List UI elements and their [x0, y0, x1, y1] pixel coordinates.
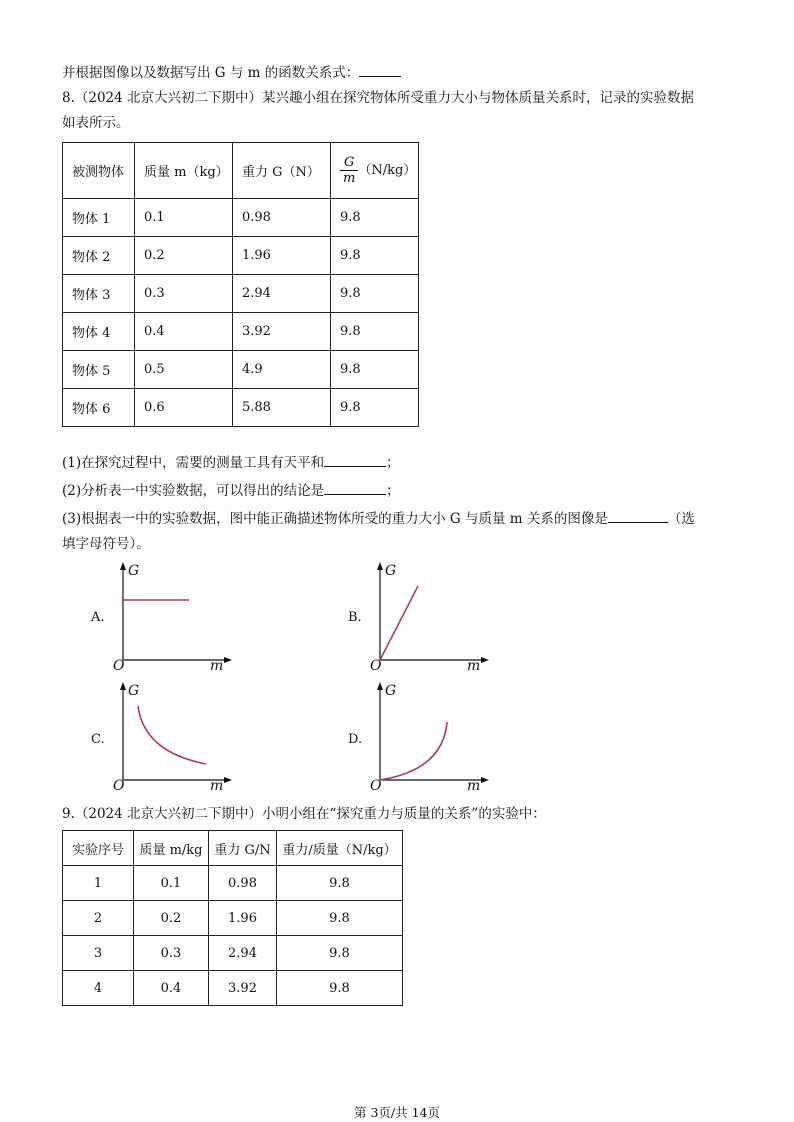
table-row [63, 901, 403, 936]
table-row [63, 351, 419, 389]
table-cell: 0.4 [134, 971, 209, 1006]
fraction-denominator: m [343, 171, 356, 186]
table-cell: 3.92 [209, 971, 277, 1006]
x-axis-arrow [481, 657, 489, 663]
table-cell: 9.8 [331, 313, 419, 351]
ratio-fraction [340, 155, 358, 186]
sub2-text: (2)分析表一中实验数据，可以得出的结论是 [62, 483, 325, 499]
table-cell: 4 [63, 971, 134, 1006]
table-cell: 2 [63, 901, 134, 936]
table-cell: 0.2 [135, 237, 233, 275]
option-a-graph [108, 560, 238, 672]
ratio-unit: （N/kg） [358, 163, 417, 178]
header-cell: 重力/质量（N/kg） [277, 831, 403, 866]
option-d-label: D. [348, 732, 363, 747]
q8-sub3 [62, 508, 695, 529]
option-b-label: B. [348, 610, 362, 625]
option-b-graph [365, 560, 495, 672]
table-header-row [63, 831, 403, 866]
x-axis-arrow [481, 777, 489, 783]
x-axis-arrow [224, 657, 232, 663]
table-cell: 0.1 [134, 866, 209, 901]
sub2-end: ； [386, 483, 400, 499]
table-cell: 0.3 [134, 936, 209, 971]
y-axis-arrow [120, 682, 126, 690]
table-cell: 9.8 [331, 351, 419, 389]
table-cell: 物体 2 [63, 237, 135, 275]
q8-sub3-line2: 填字母符号）。 [62, 536, 150, 552]
table-cell: 0.1 [135, 199, 233, 237]
sub3-text: (3)根据表一中的实验数据，图中能正确描述物体所受的重力大小 G 与质量 m 关系的图像是 [62, 511, 608, 527]
table-cell: 0.2 [134, 901, 209, 936]
table-cell: 1.96 [209, 901, 277, 936]
header-cell: 质量 m（kg） [135, 143, 233, 199]
intro-line [62, 62, 401, 83]
answer-blank [324, 452, 386, 467]
table-cell: 0.6 [135, 389, 233, 427]
q9-data-table [62, 830, 403, 1006]
graph-curve [138, 706, 206, 764]
header-cell: 质量 m/kg [134, 831, 209, 866]
table-cell: 9.8 [277, 971, 403, 1006]
y-axis-arrow [120, 562, 126, 570]
x-axis-label: m [467, 778, 481, 792]
table-cell: 1.96 [233, 237, 331, 275]
fraction-numerator: G [340, 155, 358, 171]
table-row [63, 199, 419, 237]
answer-blank [324, 480, 386, 495]
sub1-end: ； [386, 455, 400, 471]
table-cell: 物体 1 [63, 199, 135, 237]
y-axis-label: G [128, 683, 140, 699]
table-cell: 0.98 [209, 866, 277, 901]
header-cell [331, 143, 419, 199]
origin-label: O [370, 658, 382, 672]
table-cell: 2.94 [209, 936, 277, 971]
option-c-graph [108, 680, 238, 792]
header-cell: 被测物体 [63, 143, 135, 199]
table-row [63, 237, 419, 275]
table-cell: 9.8 [331, 199, 419, 237]
table-cell: 2.94 [233, 275, 331, 313]
table-row [63, 389, 419, 427]
table-cell: 物体 3 [63, 275, 135, 313]
table-cell: 0.98 [233, 199, 331, 237]
header-cell: 实验序号 [63, 831, 134, 866]
y-axis-label: G [385, 563, 397, 579]
table-cell: 1 [63, 866, 134, 901]
table-cell: 物体 4 [63, 313, 135, 351]
table-row [63, 275, 419, 313]
table-cell: 物体 6 [63, 389, 135, 427]
table-cell: 9.8 [277, 901, 403, 936]
x-axis-label: m [467, 658, 481, 672]
x-axis-label: m [210, 778, 224, 792]
graph-curve [380, 722, 447, 780]
table-cell: 9.8 [277, 936, 403, 971]
x-axis-arrow [224, 777, 232, 783]
table-cell: 9.8 [331, 237, 419, 275]
table-cell: 5.88 [233, 389, 331, 427]
table-row [63, 936, 403, 971]
q8-line2: 如表所示。 [62, 115, 130, 131]
q8-sub2 [62, 480, 400, 501]
table-cell: 4.9 [233, 351, 331, 389]
y-axis-label: G [128, 563, 140, 579]
table-row [63, 971, 403, 1006]
table-cell: 3 [63, 936, 134, 971]
table-cell: 9.8 [331, 389, 419, 427]
q8-sub1 [62, 452, 400, 473]
table-row [63, 313, 419, 351]
page-footer: 第 3页/共 14页 [353, 1105, 441, 1120]
table-cell: 3.92 [233, 313, 331, 351]
table-header-row [63, 143, 419, 199]
q8-data-table [62, 142, 419, 427]
intro-text: 并根据图像以及数据写出 G 与 m 的函数关系式： [62, 65, 360, 81]
y-axis-label: G [385, 683, 397, 699]
sub1-text: (1)在探究过程中，需要的测量工具有天平和 [62, 455, 325, 471]
header-cell: 重力 G/N [209, 831, 277, 866]
table-cell: 9.8 [331, 275, 419, 313]
origin-label: O [113, 778, 125, 792]
table-cell: 0.4 [135, 313, 233, 351]
x-axis-label: m [210, 658, 224, 672]
y-axis-arrow [377, 562, 383, 570]
table-row [63, 866, 403, 901]
table-cell: 0.3 [135, 275, 233, 313]
option-d-graph [365, 680, 495, 792]
answer-blank [359, 62, 401, 77]
header-cell: 重力 G（N） [233, 143, 331, 199]
option-c-label: C. [91, 732, 105, 747]
table-cell: 9.8 [277, 866, 403, 901]
q9-line1: 9.（2024 北京大兴初二下期中）小明小组在“探究重力与质量的关系”的实验中： [62, 806, 546, 822]
table-cell: 0.5 [135, 351, 233, 389]
graph-curve [380, 586, 418, 660]
answer-blank [608, 508, 668, 523]
option-a-label: A. [91, 610, 105, 625]
q8-line1: 8.（2024 北京大兴初二下期中）某兴趣小组在探究物体所受重力大小与物体质量关系时，记录的实验数据 [62, 90, 695, 106]
origin-label: O [113, 658, 125, 672]
origin-label: O [370, 778, 382, 792]
y-axis-arrow [377, 682, 383, 690]
sub3-end: （选 [667, 511, 695, 527]
table-cell: 物体 5 [63, 351, 135, 389]
